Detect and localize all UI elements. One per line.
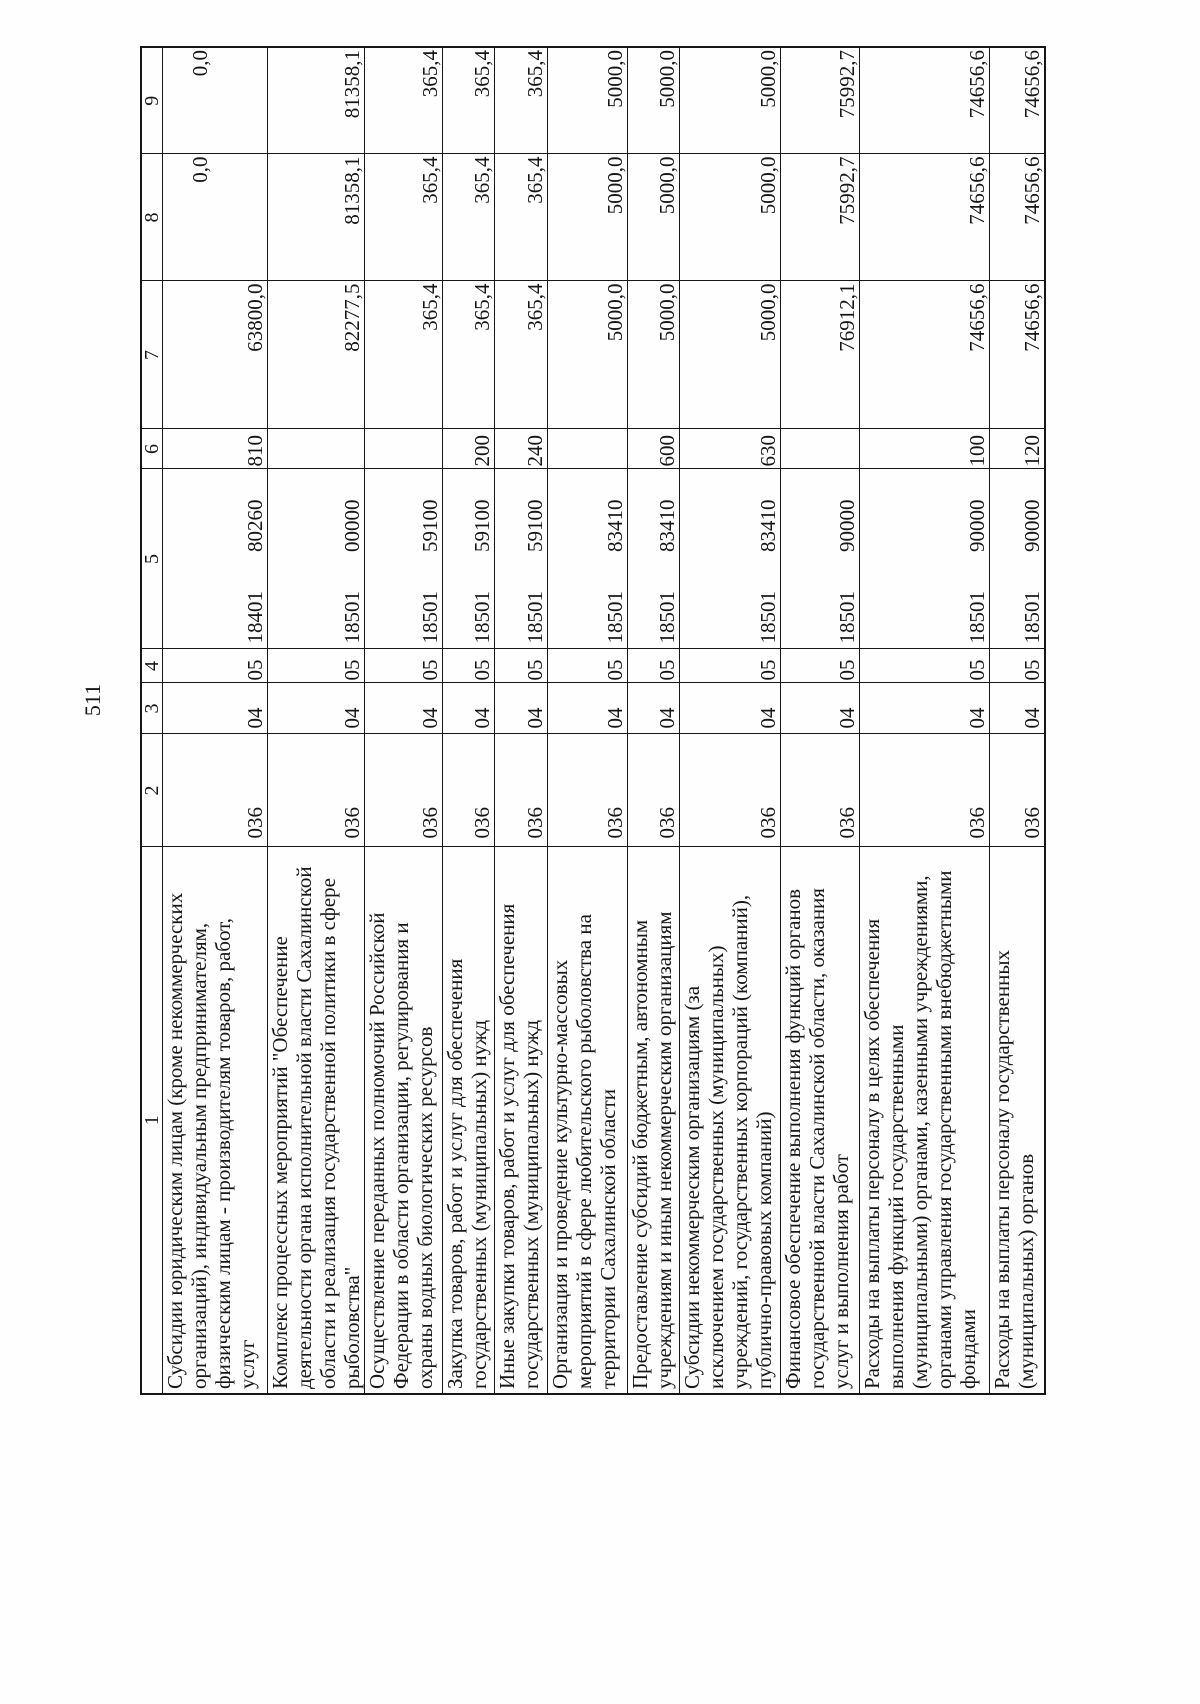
cell-col2: 036	[163, 734, 268, 847]
cell-col9: 365,4	[365, 47, 443, 154]
cell-col2: 036	[268, 734, 365, 847]
cell-col4: 05	[628, 649, 680, 683]
cell-col4: 05	[680, 649, 781, 683]
cell-col5-b: 83410	[680, 469, 781, 559]
row-description: Субсидии юридическим лицам (кроме некоммерческих организаций), индивидуальным предпринимателям, физическим лицам - производителям товаров, работ, услуг	[163, 847, 268, 1394]
table-row	[680, 47, 781, 1394]
cell-col4: 05	[495, 649, 548, 683]
cell-col9: 5000,0	[548, 47, 628, 154]
cell-col7: 5000,0	[628, 281, 680, 429]
cell-col7: 365,4	[365, 281, 443, 429]
cell-col8: 5000,0	[548, 154, 628, 281]
budget-table	[140, 46, 1046, 1395]
row-description: Финансовое обеспечение выполнения функций органов государственной власти Сахалинской области, оказания услуг и выполнения работ	[781, 847, 860, 1394]
cell-col3: 04	[548, 683, 628, 734]
cell-col6: 600	[628, 429, 680, 469]
cell-col5-a: 18401	[163, 559, 268, 649]
row-description: Иные закупки товаров, работ и услуг для обеспечения государственных (муниципальных) нужд	[495, 847, 548, 1394]
cell-col2: 036	[680, 734, 781, 847]
table-row	[781, 47, 860, 1394]
cell-col5-b: 00000	[268, 469, 365, 559]
cell-col5-b: 83410	[628, 469, 680, 559]
cell-col5-a: 18501	[443, 559, 495, 649]
cell-col8: 74656,6	[990, 154, 1045, 281]
cell-col4: 05	[990, 649, 1045, 683]
header-col-8: 8	[141, 154, 163, 281]
cell-col3: 04	[680, 683, 781, 734]
row-description: Предоставление субсидий бюджетным, автономным учреждениям и иным некоммерческим организациям	[628, 847, 680, 1394]
cell-col4: 05	[548, 649, 628, 683]
cell-col9: 74656,6	[860, 47, 990, 154]
cell-col3: 04	[268, 683, 365, 734]
header-col-6: 6	[141, 429, 163, 469]
cell-col6: 100	[860, 429, 990, 469]
cell-col5-b: 83410	[548, 469, 628, 559]
cell-col6: 120	[990, 429, 1045, 469]
cell-col7: 76912,1	[781, 281, 860, 429]
cell-col7: 365,4	[495, 281, 548, 429]
cell-col4: 05	[781, 649, 860, 683]
row-description: Организация и проведение культурно-массовых мероприятий в сфере любительского рыболовства на территории Сахалинской области	[548, 847, 628, 1394]
cell-col9: 365,4	[495, 47, 548, 154]
row-description: Закупка товаров, работ и услуг для обеспечения государственных (муниципальных) нужд	[443, 847, 495, 1394]
cell-col9: 365,4	[443, 47, 495, 154]
header-col-2: 2	[141, 734, 163, 847]
row-description: Расходы на выплаты персоналу в целях обеспечения выполнения функций государственными (муниципальными) органами, казенными учреждениями, органами управления государственными внебюджетными фондами	[860, 847, 990, 1394]
cell-col6: 810	[163, 429, 268, 469]
cell-col3: 04	[628, 683, 680, 734]
cell-col7: 74656,6	[860, 281, 990, 429]
cell-col9: 74656,6	[990, 47, 1045, 154]
table-body	[163, 47, 1045, 1394]
cell-col7: 74656,6	[990, 281, 1045, 429]
table-row	[628, 47, 680, 1394]
table-row	[860, 47, 990, 1394]
cell-col3: 04	[163, 683, 268, 734]
cell-col5-a: 18501	[628, 559, 680, 649]
cell-col7: 365,4	[443, 281, 495, 429]
header-col-4: 4	[141, 649, 163, 683]
cell-col5-a: 18501	[990, 559, 1045, 649]
row-description: Расходы на выплаты персоналу государственных (муниципальных) органов	[990, 847, 1045, 1394]
row-description: Комплекс процессных мероприятий "Обеспечение деятельности органа исполнительной власти Сахалинской области и реализация государственной политики в сфере рыболовства"	[268, 847, 365, 1394]
table-row	[990, 47, 1045, 1394]
cell-col5-b: 90000	[781, 469, 860, 559]
cell-col5-b: 80260	[163, 469, 268, 559]
cell-col3: 04	[495, 683, 548, 734]
cell-col8: 5000,0	[628, 154, 680, 281]
cell-col6: 630	[680, 429, 781, 469]
cell-col5-a: 18501	[495, 559, 548, 649]
cell-col2: 036	[548, 734, 628, 847]
cell-col4: 05	[860, 649, 990, 683]
cell-col8: 75992,7	[781, 154, 860, 281]
cell-col6	[548, 429, 628, 469]
table-row	[365, 47, 443, 1394]
cell-col5-a: 18501	[365, 559, 443, 649]
cell-col8: 74656,6	[860, 154, 990, 281]
cell-col9: 5000,0	[680, 47, 781, 154]
cell-col9: 5000,0	[628, 47, 680, 154]
cell-col5-a: 18501	[548, 559, 628, 649]
table-row	[495, 47, 548, 1394]
header-col-7: 7	[141, 281, 163, 429]
table-row	[548, 47, 628, 1394]
cell-col8: 365,4	[365, 154, 443, 281]
cell-col8: 81358,1	[268, 154, 365, 281]
table-row	[163, 47, 268, 1394]
table-row	[443, 47, 495, 1394]
cell-col6	[365, 429, 443, 469]
cell-col2: 036	[628, 734, 680, 847]
cell-col7: 5000,0	[548, 281, 628, 429]
cell-col4: 05	[163, 649, 268, 683]
cell-col5-a: 18501	[860, 559, 990, 649]
header-col-3: 3	[141, 683, 163, 734]
cell-col5-b: 59100	[365, 469, 443, 559]
cell-col3: 04	[781, 683, 860, 734]
cell-col6	[781, 429, 860, 469]
cell-col7: 63800,0	[163, 281, 268, 429]
row-description: Осуществление переданных полномочий Российской Федерации в области организации, регулирования и охраны водных биологических ресурсов	[365, 847, 443, 1394]
cell-col2: 036	[990, 734, 1045, 847]
cell-col7: 82277,5	[268, 281, 365, 429]
column-number-row	[141, 47, 163, 1394]
cell-col6	[268, 429, 365, 469]
cell-col3: 04	[365, 683, 443, 734]
cell-col9: 75992,7	[781, 47, 860, 154]
cell-col3: 04	[990, 683, 1045, 734]
cell-col8: 365,4	[495, 154, 548, 281]
cell-col3: 04	[860, 683, 990, 734]
cell-col5-a: 18501	[781, 559, 860, 649]
cell-col5-b: 90000	[990, 469, 1045, 559]
cell-col2: 036	[495, 734, 548, 847]
cell-col5-b: 59100	[495, 469, 548, 559]
row-description: Субсидии некоммерческим организациям (за исключением государственных (муниципальных) учреждений, государственных корпораций (компаний), публично-правовых компаний)	[680, 847, 781, 1394]
cell-col5-b: 90000	[860, 469, 990, 559]
cell-col6: 240	[495, 429, 548, 469]
header-col-9: 9	[141, 47, 163, 154]
cell-col4: 05	[443, 649, 495, 683]
cell-col5-b: 59100	[443, 469, 495, 559]
cell-col8: 5000,0	[680, 154, 781, 281]
cell-col8: 365,4	[443, 154, 495, 281]
header-col-1: 1	[141, 847, 163, 1394]
cell-col4: 05	[268, 649, 365, 683]
cell-col5-a: 18501	[268, 559, 365, 649]
cell-col2: 036	[860, 734, 990, 847]
cell-col4: 05	[365, 649, 443, 683]
cell-col9: 0,0	[163, 47, 268, 154]
page-number: 511	[80, 683, 105, 717]
cell-col2: 036	[781, 734, 860, 847]
cell-col7: 5000,0	[680, 281, 781, 429]
cell-col2: 036	[443, 734, 495, 847]
cell-col8: 0,0	[163, 154, 268, 281]
cell-col6: 200	[443, 429, 495, 469]
cell-col5-a: 18501	[680, 559, 781, 649]
cell-col9: 81358,1	[268, 47, 365, 154]
cell-col3: 04	[443, 683, 495, 734]
cell-col2: 036	[365, 734, 443, 847]
header-col-5: 5	[141, 469, 163, 649]
table-row	[268, 47, 365, 1394]
